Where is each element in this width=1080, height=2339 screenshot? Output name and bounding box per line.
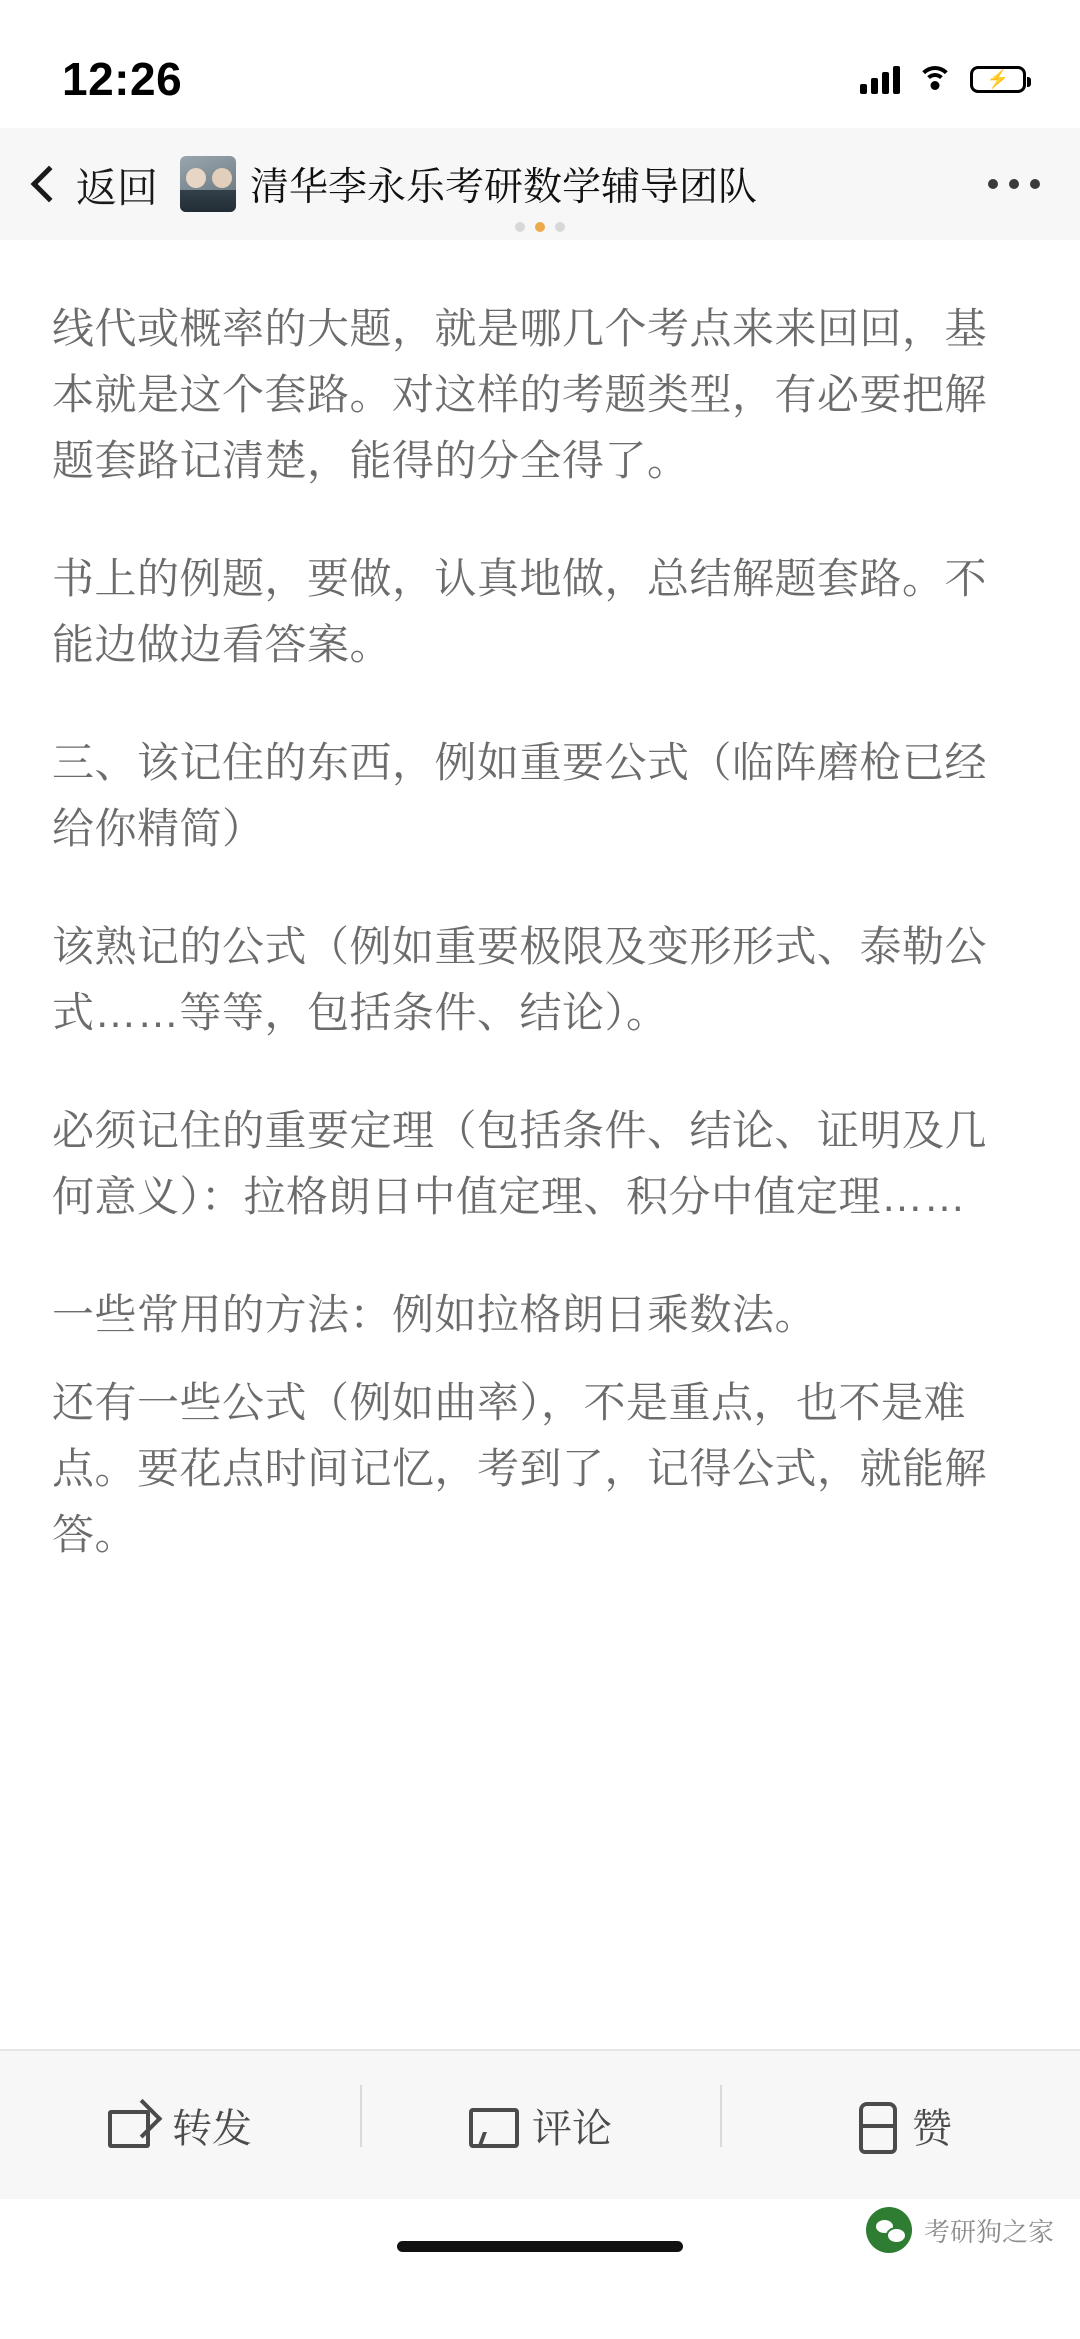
article-paragraph: 必须记住的重要定理（包括条件、结论、证明及几何意义）：拉格朗日中值定理、积分中值定理…… xyxy=(52,1107,988,1220)
wifi-icon xyxy=(916,64,954,94)
status-indicators xyxy=(860,64,1026,94)
share-icon xyxy=(108,2102,154,2148)
comment-button-label: 评论 xyxy=(532,2106,612,2151)
comment-button[interactable] xyxy=(360,2051,720,2199)
chevron-left-icon xyxy=(31,166,68,203)
article-paragraph: 三、该记住的东西，例如重要公式（临阵磨枪已经给你精简） xyxy=(52,739,988,852)
navigation-bar xyxy=(0,128,1080,240)
share-button-label: 转发 xyxy=(172,2106,252,2151)
watermark xyxy=(866,2207,1054,2253)
watermark-text: 考研狗之家 xyxy=(923,2216,1054,2247)
article-paragraph: 一些常用的方法：例如拉格朗日乘数法。 xyxy=(52,1291,818,1338)
footer-area xyxy=(0,2199,1080,2339)
article-paragraph: 书上的例题，要做，认真地做，总结解题套路。不能边做边看答案。 xyxy=(52,555,988,668)
cellular-signal-icon xyxy=(860,64,900,94)
more-options-icon[interactable] xyxy=(988,179,1040,189)
battery-charging-icon: ⚡ xyxy=(970,66,1026,93)
share-button[interactable] xyxy=(0,2051,360,2199)
article-paragraph: 线代或概率的大题，就是哪几个考点来来回回，基本就是这个套路。对这样的考题类型，有必要把解题套路记清楚，能得的分全得了。 xyxy=(52,305,988,484)
back-button[interactable] xyxy=(28,155,158,214)
like-button[interactable] xyxy=(720,2051,1080,2199)
back-button-label: 返回 xyxy=(76,164,158,211)
article-paragraph: 该熟记的公式（例如重要极限及变形形式、泰勒公式……等等，包括条件、结论）。 xyxy=(52,923,988,1036)
page-indicator-dots xyxy=(0,222,1080,232)
comment-icon xyxy=(468,2102,514,2148)
status-time: 12:26 xyxy=(62,53,183,105)
thumbs-up-icon xyxy=(848,2102,894,2148)
action-bar xyxy=(0,2049,1080,2199)
article-content[interactable] xyxy=(0,240,1080,2049)
account-avatar xyxy=(180,156,236,212)
watermark-logo-icon xyxy=(866,2207,912,2253)
article-paragraph: 还有一些公式（例如曲率），不是重点，也不是难点。要花点时间记忆，考到了，记得公式，就能解答。 xyxy=(52,1379,988,1558)
status-bar xyxy=(0,0,1080,128)
page-title: 清华李永乐考研数学辅导团队 xyxy=(250,166,758,209)
home-indicator[interactable] xyxy=(397,2241,683,2252)
like-button-label: 赞 xyxy=(912,2106,952,2151)
account-header[interactable] xyxy=(180,156,978,212)
